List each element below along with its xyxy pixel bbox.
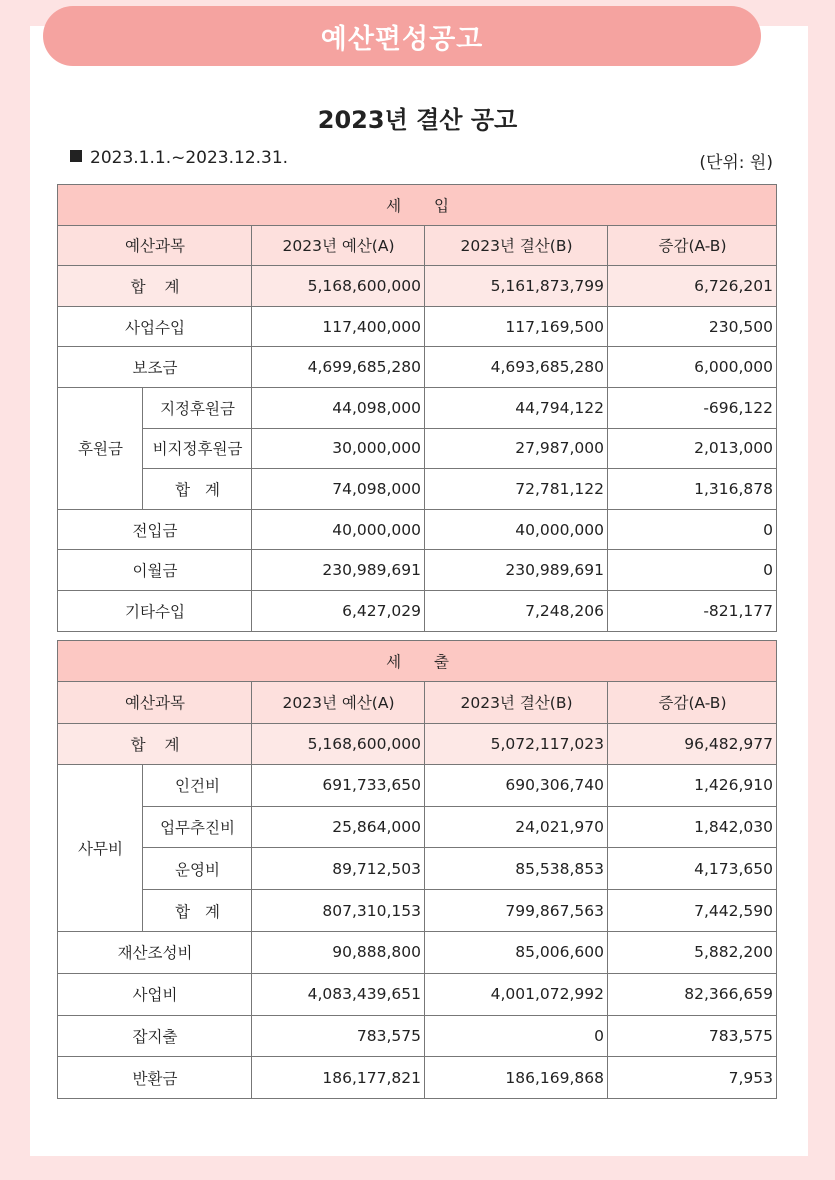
page-title: 2023년 결산 공고	[317, 106, 518, 134]
col-header-subject: 예산과목	[58, 682, 252, 723]
col-header-settlement: 2023년 결산(B)	[425, 225, 608, 266]
table-row: 잡지출 783,575 0 783,575	[58, 1015, 777, 1057]
table-row: 비지정후원금 30,000,000 27,987,000 2,013,000	[58, 428, 777, 469]
table-row: 반환금 186,177,821 186,169,868 7,953	[58, 1057, 777, 1099]
group-label-office: 사무비	[58, 764, 143, 931]
col-header-diff: 증감(A-B)	[608, 225, 777, 266]
table-row: 합 계 5,168,600,000 5,161,873,799 6,726,201	[58, 266, 777, 307]
table-row: 업무추진비 25,864,000 24,021,970 1,842,030	[58, 806, 777, 848]
expense-total-label: 합 계	[58, 723, 252, 764]
col-header-subject: 예산과목	[58, 225, 252, 266]
col-header-budget: 2023년 예산(A)	[252, 225, 425, 266]
table-row: 이월금 230,989,691 230,989,691 0	[58, 550, 777, 591]
table-row: 전입금 40,000,000 40,000,000 0	[58, 509, 777, 550]
table-row: 사업수입 117,400,000 117,169,500 230,500	[58, 306, 777, 347]
col-header-diff: 증감(A-B)	[608, 682, 777, 723]
group-label-donation: 후원금	[58, 387, 143, 509]
banner-title: 예산편성공고	[43, 6, 761, 66]
col-header-budget: 2023년 예산(A)	[252, 682, 425, 723]
table-row: 사업비 4,083,439,651 4,001,072,992 82,366,659	[58, 973, 777, 1015]
table-row: 운영비 89,712,503 85,538,853 4,173,650	[58, 848, 777, 890]
period-line	[70, 148, 288, 168]
table-row: 사무비 인건비 691,733,650 690,306,740 1,426,910	[58, 764, 777, 806]
income-total-label: 합 계	[58, 266, 252, 307]
period-text: 2023.1.1.~2023.12.31.	[90, 148, 289, 168]
unit-label: (단위: 원)	[699, 153, 773, 173]
table-row: 후원금 지정후원금 44,098,000 44,794,122 -696,122	[58, 387, 777, 428]
table-row: 재산조성비 90,888,800 85,006,600 5,882,200	[58, 932, 777, 974]
table-row: 합 계 5,168,600,000 5,072,117,023 96,482,977	[58, 723, 777, 764]
income-table	[57, 184, 777, 632]
expense-section-header: 세 출	[58, 641, 777, 682]
expense-table	[57, 640, 777, 1099]
table-row: 기타수입 6,427,029 7,248,206 -821,177	[58, 590, 777, 631]
square-bullet-icon	[70, 150, 82, 162]
table-row: 보조금 4,699,685,280 4,693,685,280 6,000,000	[58, 347, 777, 388]
table-row: 합 계 74,098,000 72,781,122 1,316,878	[58, 469, 777, 510]
income-section-header: 세 입	[58, 185, 777, 226]
col-header-settlement: 2023년 결산(B)	[425, 682, 608, 723]
table-row: 합 계 807,310,153 799,867,563 7,442,590	[58, 890, 777, 932]
